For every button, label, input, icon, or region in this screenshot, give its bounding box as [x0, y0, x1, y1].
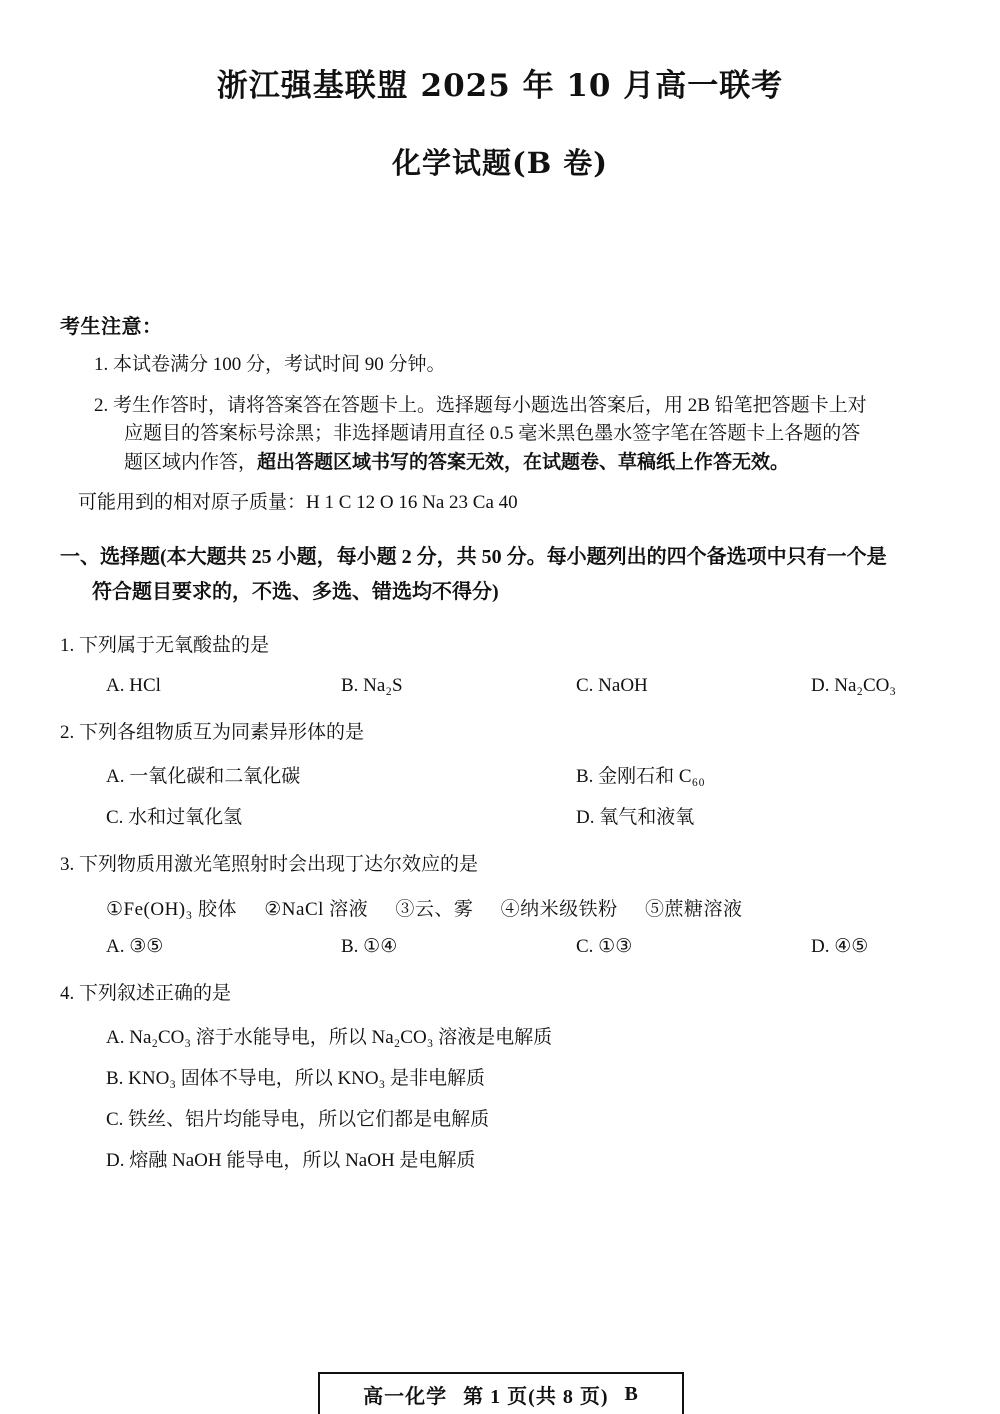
question-3-item-3: ③云、雾 [395, 898, 474, 920]
notice-item-2-line3 [94, 449, 940, 478]
section-heading-line1: 一、选择题(本大题共 25 小题，每小题 2 分，共 50 分。每小题列出的四个备选项中只有一个是 [60, 546, 887, 568]
question-3 [60, 851, 940, 958]
question-2-options [60, 761, 940, 829]
question-3-option-d[interactable]: D. ④⑤ [811, 935, 869, 957]
question-1-stem: 1. 下列属于无氧酸盐的是 [60, 635, 270, 656]
question-3-item-2: ②NaCl 溶液 [264, 898, 369, 920]
question-1-option-d[interactable]: D. Na₂CO₃ [811, 674, 897, 696]
footer-subject: 高一化学 [363, 1385, 448, 1408]
question-1-option-a[interactable]: A. HCl [106, 674, 161, 696]
section-heading [60, 540, 940, 610]
question-4-option-a[interactable]: A. Na₂CO₃ 溶于水能导电，所以 Na₂CO₃ 溶液是电解质 [106, 1027, 553, 1048]
question-4-option-b[interactable]: B. KNO₃ 固体不导电，所以 KNO₃ 是非电解质 [106, 1068, 485, 1089]
question-3-item-5: ⑤蔗糖溶液 [644, 898, 743, 920]
section-heading-line2: 符合题目要求的，不选、多选、错选均不得分) [92, 581, 499, 603]
question-4 [60, 980, 940, 1173]
question-2-option-d[interactable]: D. 氧气和液氧 [576, 807, 695, 828]
question-3-option-a[interactable]: A. ③⑤ [106, 935, 164, 957]
question-3-stem: 3. 下列物质用激光笔照射时会出现丁达尔效应的是 [60, 854, 479, 875]
question-4-option-c[interactable]: C. 铁丝、铝片均能导电，所以它们都是电解质 [106, 1109, 490, 1130]
page-title: 浙江强基联盟 2025 年 10 月高一联考 [216, 68, 784, 104]
question-2-stem: 2. 下列各组物质互为同素异形体的是 [60, 721, 365, 743]
footer-page-number: 第 1 页(共 8 页) [463, 1385, 609, 1408]
question-4-stem: 4. 下列叙述正确的是 [60, 982, 232, 1004]
notice-heading: 考生注意： [60, 316, 163, 338]
question-1-option-b[interactable]: B. Na₂S [341, 674, 403, 696]
question-1-option-c[interactable]: C. NaOH [576, 674, 648, 696]
notice-item-2 [60, 392, 940, 478]
question-4-option-d[interactable]: D. 熔融 NaOH 能导电，所以 NaOH 是电解质 [106, 1150, 476, 1171]
question-3-options [60, 935, 940, 958]
notice-item-1: 1. 本试卷满分 100 分，考试时间 90 分钟。 [94, 354, 446, 375]
question-1 [60, 632, 940, 697]
notice-item-2-line1: 2. 考生作答时，请将答案答在答题卡上。选择题每小题选出答案后，用 2B 铅笔把答题卡上对 [94, 394, 867, 416]
question-4-options [60, 1022, 940, 1172]
question-2-option-b[interactable]: B. 金刚石和 C₆₀ [576, 766, 705, 787]
relative-atomic-mass-note: 可能用到的相对原子质量：H 1 C 12 O 16 Na 23 Ca 40 [78, 492, 518, 513]
question-2-option-a[interactable]: A. 一氧化碳和二氧化碳 [106, 766, 301, 787]
question-3-item-list [60, 894, 940, 921]
question-3-item-4: ④纳米级铁粉 [500, 898, 618, 920]
question-3-item-1: ①Fe(OH)₃ 胶体 [106, 898, 238, 920]
question-3-option-b[interactable]: B. ①④ [341, 935, 398, 957]
page-subtitle: 化学试题(B 卷) [391, 146, 609, 180]
page-footer [0, 1368, 1000, 1414]
question-3-option-c[interactable]: C. ①③ [576, 935, 633, 957]
question-2-option-c[interactable]: C. 水和过氧化氢 [106, 807, 243, 828]
notice-item-2-line2: 应题目的答案标号涂黑；非选择题请用直径 0.5 毫米黑色墨水签字笔在答题卡上各题的答 [124, 423, 861, 444]
question-1-options [60, 675, 940, 697]
notice-item-2-plain: 题区域内作答， [124, 451, 258, 473]
notice-item-2-emphasis: 超出答题区域书写的答案无效，在试题卷、草稿纸上作答无效。 [257, 451, 790, 473]
question-2 [60, 719, 940, 830]
footer-bar [318, 1372, 684, 1414]
footer-paper-code: B [624, 1382, 639, 1405]
